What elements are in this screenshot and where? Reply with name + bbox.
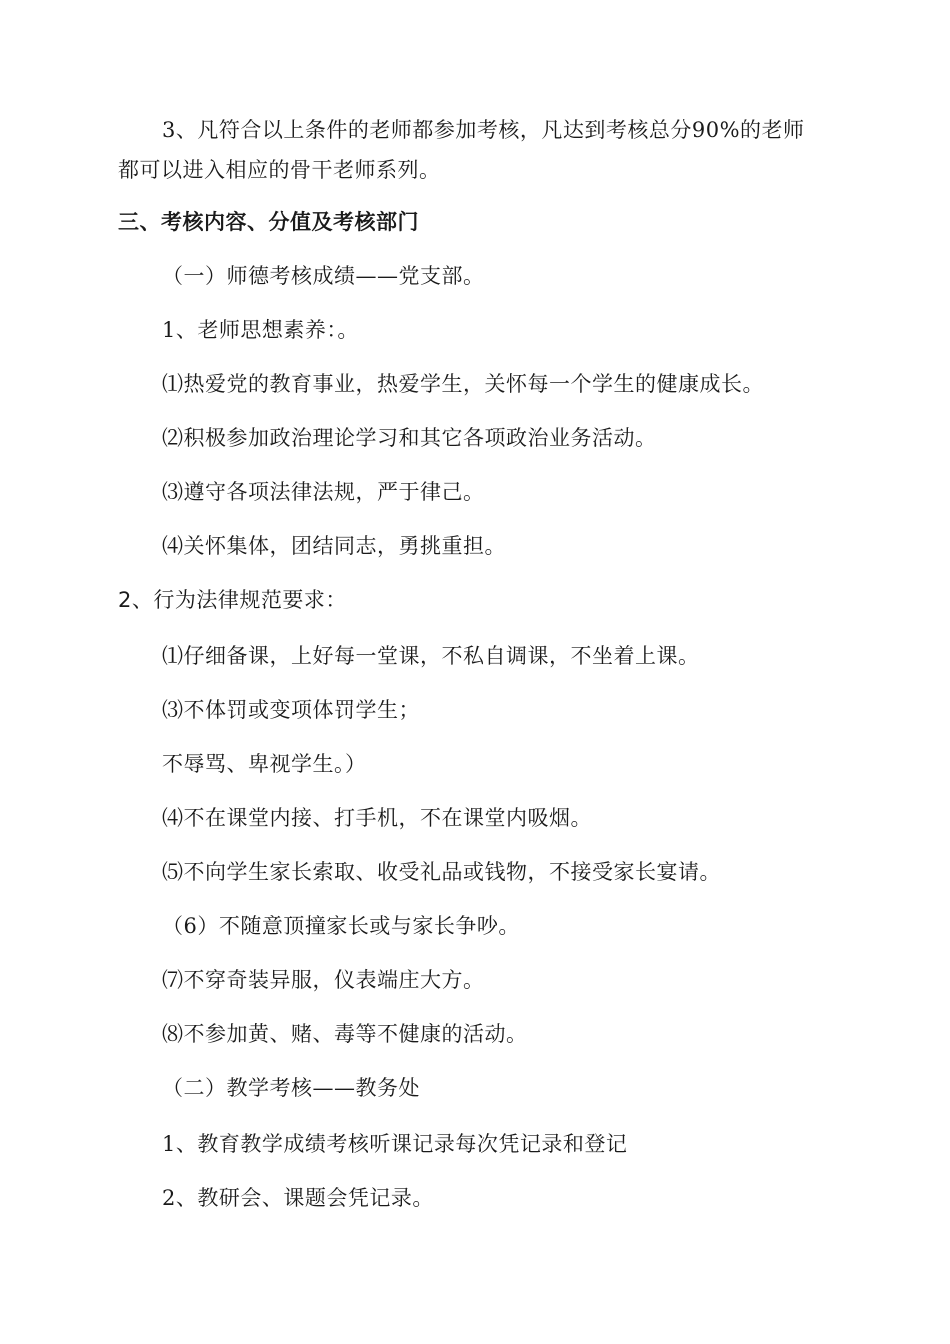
list-item: （6）不随意顶撞家长或与家长争吵。 [162,914,520,938]
list-item: ⑴仔细备课，上好每一堂课，不私自调课，不坐着上课。 [162,644,700,668]
list-item: ⑴热爱党的教育事业，热爱学生，关怀每一个学生的健康成长。 [162,372,764,396]
list-item: 2、教研会、课题会凭记录。 [162,1186,434,1210]
list-item: ⑸不向学生家长索取、收受礼品或钱物，不接受家长宴请。 [162,860,721,884]
subsection-heading: （一）师德考核成绩——党支部。 [162,264,485,288]
list-item: ⑻不参加黄、赌、毒等不健康的活动。 [162,1022,528,1046]
list-item: ⑶不体罚或变项体罚学生； [162,698,420,722]
list-item: ⑶遵守各项法律法规，严于律己。 [162,480,485,504]
list-item: ⑺不穿奇装异服，仪表端庄大方。 [162,968,485,992]
item-title: 2、行为法律规范要求： [118,588,347,612]
list-item: ⑷不在课堂内接、打手机，不在课堂内吸烟。 [162,806,592,830]
subsection-heading: （二）教学考核——教务处 [162,1076,420,1100]
paragraph-line: 3、凡符合以上条件的老师都参加考核，凡达到考核总分90%的老师 [162,118,805,142]
list-item: 1、教育教学成绩考核听课记录每次凭记录和登记 [162,1132,628,1156]
section-heading: 三、考核内容、分值及考核部门 [118,210,419,234]
list-item: ⑷关怀集体，团结同志，勇挑重担。 [162,534,506,558]
item-title: 1、老师思想素养：。 [162,318,359,342]
list-item: 不辱骂、卑视学生。） [162,752,367,776]
list-item: ⑵积极参加政治理论学习和其它各项政治业务活动。 [162,426,657,450]
paragraph-line: 都可以进入相应的骨干老师系列。 [118,158,441,182]
